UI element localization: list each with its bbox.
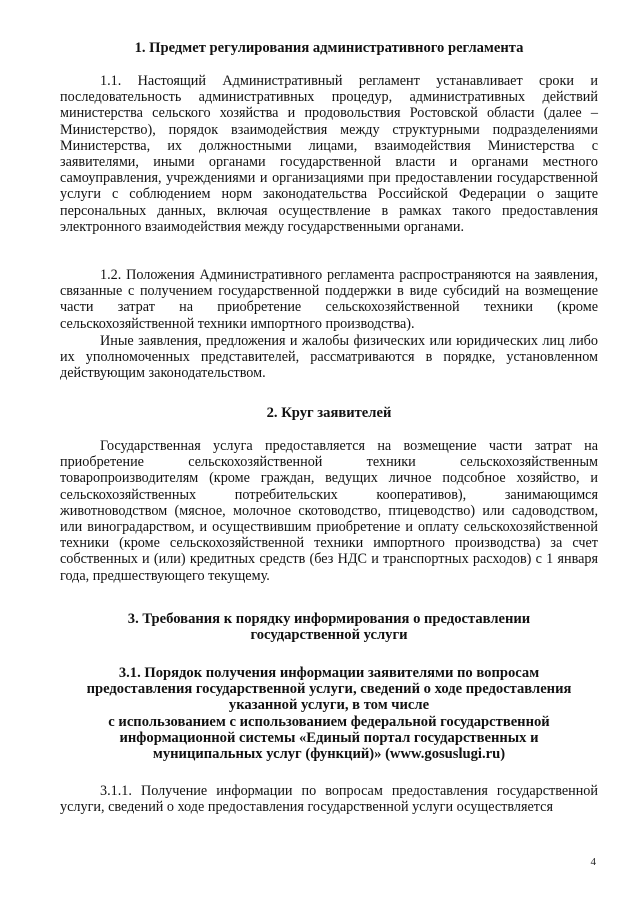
section-1-paragraph-2: 1.2. Положения Административного регламента распространяются на заявления, связанные с получением государственной поддержки в виде субсидий на возмещение части затрат на приобретение сельскохозяйственной техники (кроме сельскохозяйственной техники импортного производства). [60,267,598,332]
section-1-paragraph-3: Иные заявления, предложения и жалобы физических или юридических лиц либо их уполномоченных представителей, рассматриваются в порядке, установленном действующим законодательством. [60,333,598,382]
section-1-paragraph-1: 1.1. Настоящий Административный регламент устанавливает сроки и последовательность административных процедур, административных действий министерства сельского хозяйства и продовольствия Ростовской области (далее – Министерство), порядок взаимодействия между структурными подразделениями Министерства, их должностными лицами, взаимодействия Министерства с заявителями, иными органами государственной власти и органами местного самоуправления, учреждениями и организациями при предоставлении государственной услуги с соблюдением норм законодательства Российской Федерации о защите персональных данных, включая осуществление в рамках такого предоставления электронного взаимодействия между государственными органами. [60,73,598,235]
section-1-heading: 1. Предмет регулирования административного регламента [134,40,524,56]
section-2-heading: 2. Круг заявителей [266,405,392,421]
section-3-heading: 3. Требования к порядку информирования о предоставлении государственной услуги [127,611,531,644]
section-3-paragraph-1: 3.1.1. Получение информации по вопросам предоставления государственной услуги, сведений о ходе предоставления государственной услуги осуществляется [60,783,598,816]
page-number: 4 [590,856,596,868]
section-2-paragraph-1: Государственная услуга предоставляется на возмещение части затрат на приобретение сельскохозяйственной техники сельскохозяйственным товаропроизводителям (кроме граждан, ведущих личное подсобное хозяйство, и сельскохозяйственных потребительских кооперативов), занимающимся животноводством (мясное, молочное скотоводство, птицеводство) или садоводством, или виноградарством, и осуществившим приобретение и оплату сельскохозяйственной техники (кроме сельскохозяйственной техники импортного производства) за счет собственных и (или) кредитных средств (без НДС и транспортных расходов) с 1 января года, предшествующего текущему. [60,438,598,584]
section-3-1-heading: 3.1. Порядок получения информации заявителями по вопросам предоставления государственной услуги, сведений о ходе предоставления указанной услуги, в том числе с использованием с использованием федеральной государственной информационной системы «Единый портал государственных и муниципальных услуг (функций)» (www.gosuslugi.ru) [86,665,572,763]
